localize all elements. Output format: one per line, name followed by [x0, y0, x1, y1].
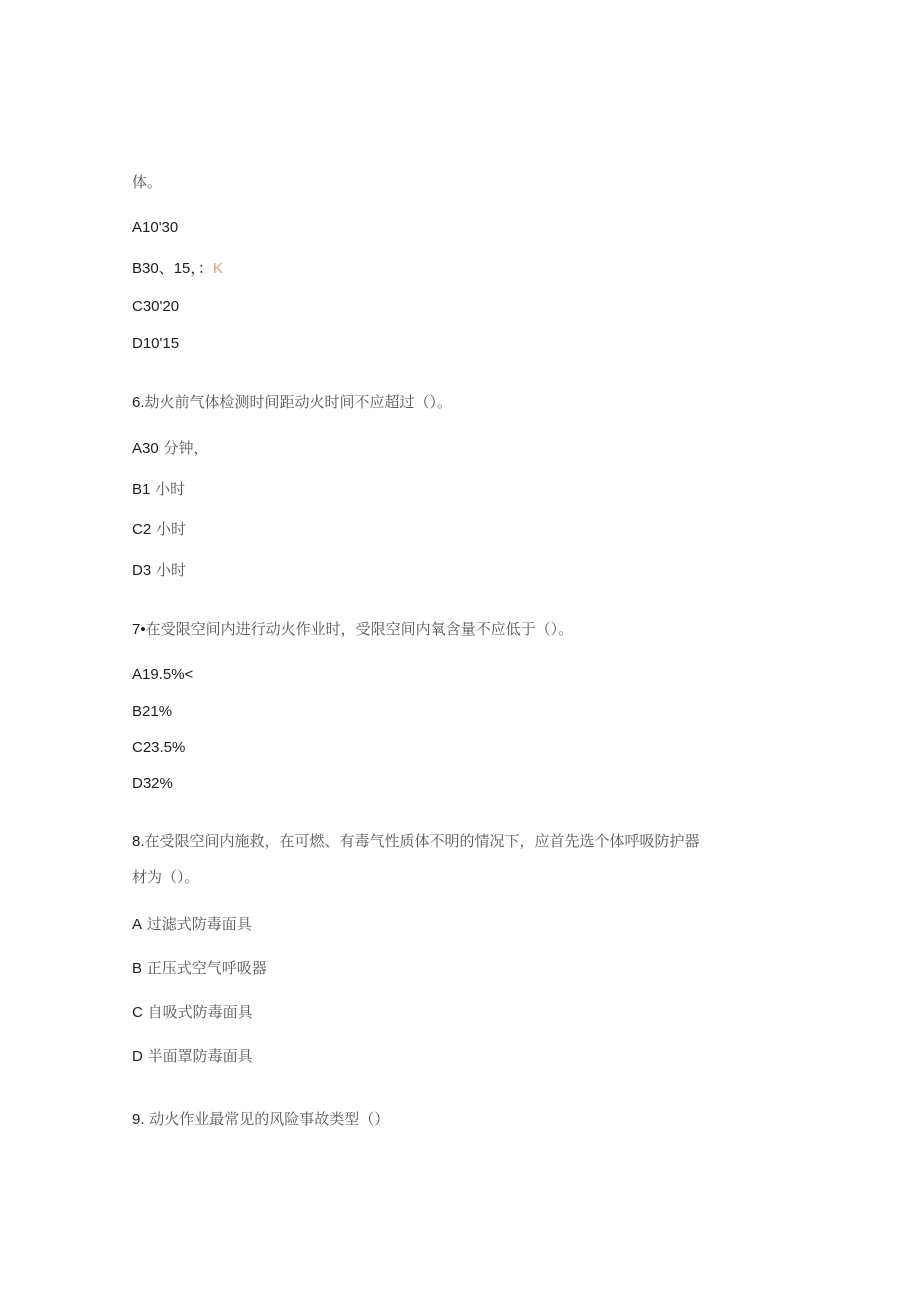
q7-option-a: A19.5%< [132, 666, 194, 683]
q8-option-d-text: 半面罩防毒面具 [142, 1047, 253, 1065]
q6-option-b-text: 小时 [150, 480, 186, 498]
q6-question [132, 392, 452, 413]
q8-option-b [132, 958, 267, 979]
q5-tail-text [132, 172, 162, 192]
q6-option-a-text: 分钟， [158, 439, 209, 457]
q7-option-c: C23.5% [132, 739, 186, 756]
q7-number: 7• [132, 621, 146, 638]
q5-option-a: A10'30 [132, 219, 179, 236]
q5-option-d: D10'15 [132, 335, 180, 352]
q6-option-d [132, 560, 186, 581]
q8-option-c-letter: C [132, 1004, 143, 1021]
q8-option-a-letter: A [132, 916, 143, 933]
q8-option-c-text: 自吸式防毒面具 [142, 1003, 253, 1021]
q8-option-d [132, 1046, 253, 1067]
q5-option-b-text: B30、15，： [132, 260, 213, 277]
q6-option-d-text: 小时 [151, 561, 186, 579]
q9-number: 9. [132, 1111, 145, 1128]
q8-question-line1 [132, 831, 700, 852]
q5-option-c: C30'20 [132, 298, 180, 315]
q8-number: 8. [132, 833, 145, 850]
q8-option-b-text: 正压式空气呼吸器 [142, 959, 267, 977]
q7-option-d: D32% [132, 775, 173, 792]
q6-option-d-letter: D3 [132, 562, 152, 579]
q8-text-line2: 材为（）。 [132, 868, 200, 886]
q8-option-a-text: 过滤式防毒面具 [142, 915, 252, 933]
q8-option-b-letter: B [132, 960, 143, 977]
q9-text: 动火作业最常见的风险事故类型（） [144, 1110, 390, 1128]
q8-option-c [132, 1002, 253, 1023]
q8-option-d-letter: D [132, 1048, 143, 1065]
q9-question [132, 1109, 389, 1130]
q6-option-c-text: 小时 [151, 520, 186, 538]
q7-question [132, 619, 573, 640]
q6-option-c [132, 519, 186, 540]
q6-option-a-letter: A30 [132, 440, 159, 457]
q6-option-c-letter: C2 [132, 521, 152, 538]
q8-option-a [132, 914, 252, 935]
q7-option-b: B21% [132, 703, 173, 720]
q6-number: 6. [132, 394, 145, 411]
q6-option-b-letter: B1 [132, 481, 151, 498]
q8-question-line2 [132, 867, 200, 887]
q6-text: 劫火前气体检测时间距动火时间不应超过（）。 [144, 393, 453, 411]
q6-option-a [132, 438, 208, 459]
q6-option-b [132, 479, 185, 500]
q7-text: 在受限空间内进行动火作业时，受限空间内氧含量不应低于（）。 [145, 620, 574, 638]
q5-tail: 体。 [132, 173, 163, 191]
q8-text-line1: 在受限空间内施救，在可燃、有毒气性质体不明的情况下，应首先选个体呼吸防护器 [144, 832, 700, 850]
q5-option-b [132, 258, 223, 279]
q5-option-b-mark: K [212, 260, 223, 277]
